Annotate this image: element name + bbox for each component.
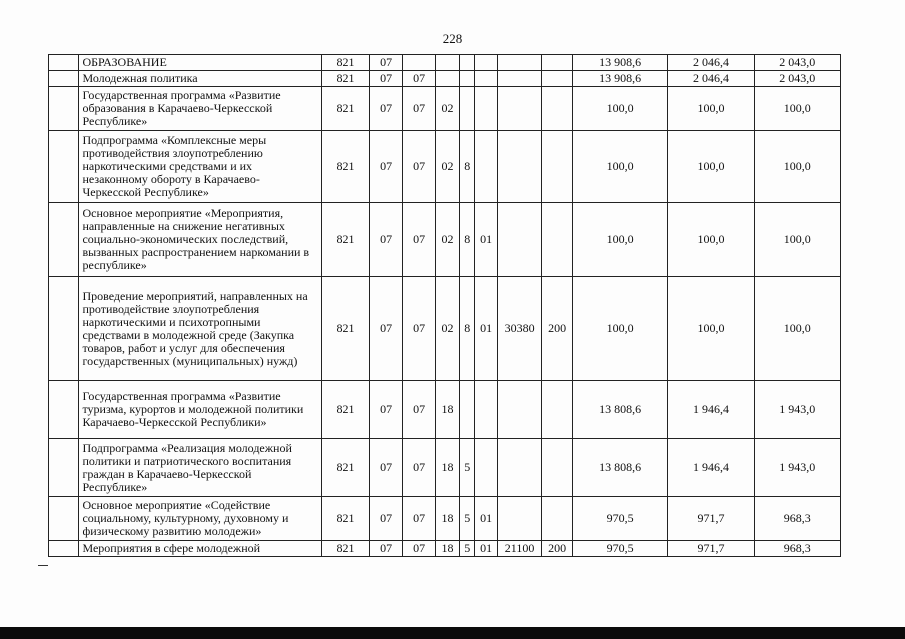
cell-c2: 07 [369,497,403,541]
cell-c1: 821 [322,71,370,87]
cell-c7 [497,497,542,541]
table-row [49,203,841,277]
cell-v1: 13 908,6 [572,71,667,87]
cell-v2: 100,0 [668,131,754,203]
cell-c4: 02 [435,131,459,203]
cell-v2: 100,0 [668,203,754,277]
cell-c2: 07 [369,71,403,87]
cell-c5: 8 [460,277,475,381]
cell-c8 [542,131,572,203]
row-description: Основное мероприятие «Содействие социальному, культурному, духовному и физическому развитию молодежи» [79,497,322,541]
cell-c8 [542,55,572,71]
row-description: Основное мероприятие «Мероприятия, направленные на снижение негативных социально-экономических последствий, вызванных распространением наркомании в республике» [79,203,322,277]
cell-c6 [475,71,497,87]
cell-c1: 821 [322,439,370,497]
cell-c6 [475,131,497,203]
cell-c7 [497,381,542,439]
cell-c6 [475,55,497,71]
table-row [49,439,841,497]
cell-c2: 07 [369,55,403,71]
row-description: Мероприятия в сфере молодежной [79,541,322,557]
blank-cell [49,55,79,71]
table-row [49,55,841,71]
table-row [49,71,841,87]
cell-c6 [475,439,497,497]
cell-v3: 2 043,0 [754,55,840,71]
cell-c7: 30380 [497,277,542,381]
cell-c7 [497,55,542,71]
cell-v3: 1 943,0 [754,439,840,497]
table-row [49,277,841,381]
cell-v3: 100,0 [754,131,840,203]
row-description: Подпрограмма «Комплексные меры противодействия злоупотреблению наркотическими средствами и их незаконному обороту в Карачаево-Черкесской Республике» [79,131,322,203]
cell-c2: 07 [369,87,403,131]
blank-cell [49,497,79,541]
cell-c4: 02 [435,203,459,277]
cell-v2: 1 946,4 [668,381,754,439]
cell-c8 [542,87,572,131]
cell-v3: 100,0 [754,203,840,277]
blank-cell [49,277,79,381]
cell-c3: 07 [403,277,435,381]
cell-c5 [460,381,475,439]
cell-c8 [542,71,572,87]
cell-c2: 07 [369,203,403,277]
row-description: ОБРАЗОВАНИЕ [79,55,322,71]
cell-c6 [475,87,497,131]
cell-c6: 01 [475,203,497,277]
cell-c4: 18 [435,541,459,557]
cell-v1: 13 808,6 [572,439,667,497]
cell-c7 [497,439,542,497]
cell-v1: 13 808,6 [572,381,667,439]
cell-c4: 02 [435,87,459,131]
table-row [49,381,841,439]
cell-v3: 100,0 [754,87,840,131]
cell-c3: 07 [403,541,435,557]
cell-c1: 821 [322,131,370,203]
table-row [49,541,841,557]
cell-c3: 07 [403,381,435,439]
cell-c6: 01 [475,541,497,557]
cell-c3: 07 [403,203,435,277]
cell-v2: 100,0 [668,87,754,131]
cell-c3: 07 [403,71,435,87]
cell-c8: 200 [542,277,572,381]
margin-mark [38,565,48,566]
cell-c7 [497,87,542,131]
table-row [49,131,841,203]
cell-c6: 01 [475,497,497,541]
cell-v2: 2 046,4 [668,71,754,87]
cell-c8 [542,497,572,541]
row-description: Государственная программа «Развитие образования в Карачаево-Черкесской Республике» [79,87,322,131]
cell-c7 [497,71,542,87]
scan-bottom-edge [0,627,905,639]
cell-v3: 968,3 [754,541,840,557]
budget-table [48,54,841,557]
cell-c1: 821 [322,541,370,557]
cell-c8 [542,381,572,439]
row-description: Государственная программа «Развитие туризма, курортов и молодежной политики Карачаево-Черкесской Республики» [79,381,322,439]
cell-c2: 07 [369,277,403,381]
cell-v1: 100,0 [572,131,667,203]
blank-cell [49,541,79,557]
cell-c5: 5 [460,497,475,541]
cell-v1: 100,0 [572,277,667,381]
cell-c3: 07 [403,497,435,541]
cell-c1: 821 [322,203,370,277]
blank-cell [49,439,79,497]
cell-c4: 18 [435,439,459,497]
cell-c5 [460,55,475,71]
cell-c2: 07 [369,381,403,439]
cell-v2: 971,7 [668,541,754,557]
blank-cell [49,131,79,203]
cell-v3: 100,0 [754,277,840,381]
cell-c1: 821 [322,497,370,541]
cell-c8: 200 [542,541,572,557]
cell-c1: 821 [322,277,370,381]
table-row [49,87,841,131]
cell-c3 [403,55,435,71]
cell-c8 [542,439,572,497]
cell-v1: 970,5 [572,497,667,541]
page-number: 228 [442,31,463,46]
blank-cell [49,71,79,87]
cell-c4 [435,71,459,87]
cell-c4: 18 [435,381,459,439]
cell-v3: 1 943,0 [754,381,840,439]
cell-v2: 2 046,4 [668,55,754,71]
cell-v3: 2 043,0 [754,71,840,87]
cell-v1: 100,0 [572,87,667,131]
blank-cell [49,87,79,131]
cell-c3: 07 [403,87,435,131]
blank-cell [49,381,79,439]
cell-c3: 07 [403,131,435,203]
cell-c5 [460,87,475,131]
cell-v2: 100,0 [668,277,754,381]
cell-c1: 821 [322,381,370,439]
cell-v1: 100,0 [572,203,667,277]
cell-c5: 8 [460,131,475,203]
cell-c5: 8 [460,203,475,277]
cell-c1: 821 [322,87,370,131]
cell-v2: 971,7 [668,497,754,541]
row-description: Подпрограмма «Реализация молодежной политики и патриотического воспитания граждан в Карачаево-Черкесской Республике» [79,439,322,497]
table-row [49,497,841,541]
row-description: Проведение мероприятий, направленных на противодействие злоупотребления наркотическими и психотропными средствами в молодежной среде (Закупка товаров, работ и услуг для обеспечения государственных (муниципальных) нужд) [79,277,322,381]
cell-c2: 07 [369,541,403,557]
cell-c6: 01 [475,277,497,381]
cell-v2: 1 946,4 [668,439,754,497]
cell-c1: 821 [322,55,370,71]
row-description: Молодежная политика [79,71,322,87]
cell-c7 [497,131,542,203]
cell-c2: 07 [369,131,403,203]
cell-c3: 07 [403,439,435,497]
blank-cell [49,203,79,277]
cell-v1: 970,5 [572,541,667,557]
cell-c7 [497,203,542,277]
cell-c4: 02 [435,277,459,381]
cell-c5: 5 [460,439,475,497]
cell-c2: 07 [369,439,403,497]
cell-c6 [475,381,497,439]
cell-c8 [542,203,572,277]
cell-c4: 18 [435,497,459,541]
cell-v1: 13 908,6 [572,55,667,71]
cell-v3: 968,3 [754,497,840,541]
cell-c5 [460,71,475,87]
cell-c7: 21100 [497,541,542,557]
cell-c5: 5 [460,541,475,557]
cell-c4 [435,55,459,71]
